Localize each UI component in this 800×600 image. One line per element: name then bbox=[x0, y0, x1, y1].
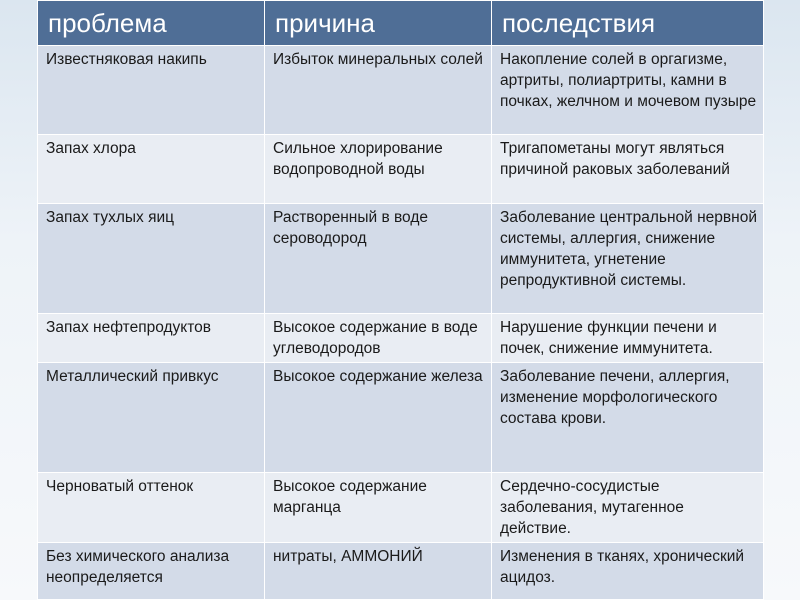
table-row bbox=[38, 204, 764, 314]
cell-cause: Растворенный в воде сероводород bbox=[265, 204, 492, 314]
table-row bbox=[38, 135, 764, 204]
header-problem: проблема bbox=[38, 1, 265, 46]
cell-consequences: Накопление солей в оргагизме, артриты, полиартриты, камни в почках, желчном и мочевом пузыре bbox=[492, 46, 764, 135]
cell-problem: Известняковая накипь bbox=[38, 46, 265, 135]
table-row bbox=[38, 473, 764, 543]
cell-cause: Высокое содержание в воде углеводородов bbox=[265, 314, 492, 363]
header-cause: причина bbox=[265, 1, 492, 46]
table-row bbox=[38, 46, 764, 135]
cell-cause: Высокое содержание марганца bbox=[265, 473, 492, 543]
cell-cause: Избыток минеральных солей bbox=[265, 46, 492, 135]
water-problems-table bbox=[37, 0, 764, 600]
table-row bbox=[38, 314, 764, 363]
cell-consequences: Заболевание печени, аллергия, изменение морфологического состава крови. bbox=[492, 363, 764, 473]
cell-cause: Высокое содержание железа bbox=[265, 363, 492, 473]
cell-cause: Сильное хлорирование водопроводной воды bbox=[265, 135, 492, 204]
cell-consequences: Сердечно-сосудистые заболевания, мутагенное действие. bbox=[492, 473, 764, 543]
cell-consequences: Тригапометаны могут являться причиной раковых заболеваний bbox=[492, 135, 764, 204]
cell-problem: Запах нефтепродуктов bbox=[38, 314, 265, 363]
table-row bbox=[38, 543, 764, 600]
cell-consequences: Изменения в тканях, хронический ацидоз. bbox=[492, 543, 764, 600]
cell-problem: Запах хлора bbox=[38, 135, 265, 204]
table-header-row bbox=[38, 1, 764, 46]
cell-consequences: Заболевание центральной нервной системы, аллергия, снижение иммунитета, угнетение репродуктивной системы. bbox=[492, 204, 764, 314]
cell-problem: Без химического анализа неопределяется bbox=[38, 543, 265, 600]
header-consequences: последствия bbox=[492, 1, 764, 46]
cell-cause: нитраты, АММОНИЙ bbox=[265, 543, 492, 600]
cell-problem: Черноватый оттенок bbox=[38, 473, 265, 543]
table-row bbox=[38, 363, 764, 473]
cell-problem: Запах тухлых яиц bbox=[38, 204, 265, 314]
cell-consequences: Нарушение функции печени и почек, снижение иммунитета. bbox=[492, 314, 764, 363]
cell-problem: Металлический привкус bbox=[38, 363, 265, 473]
